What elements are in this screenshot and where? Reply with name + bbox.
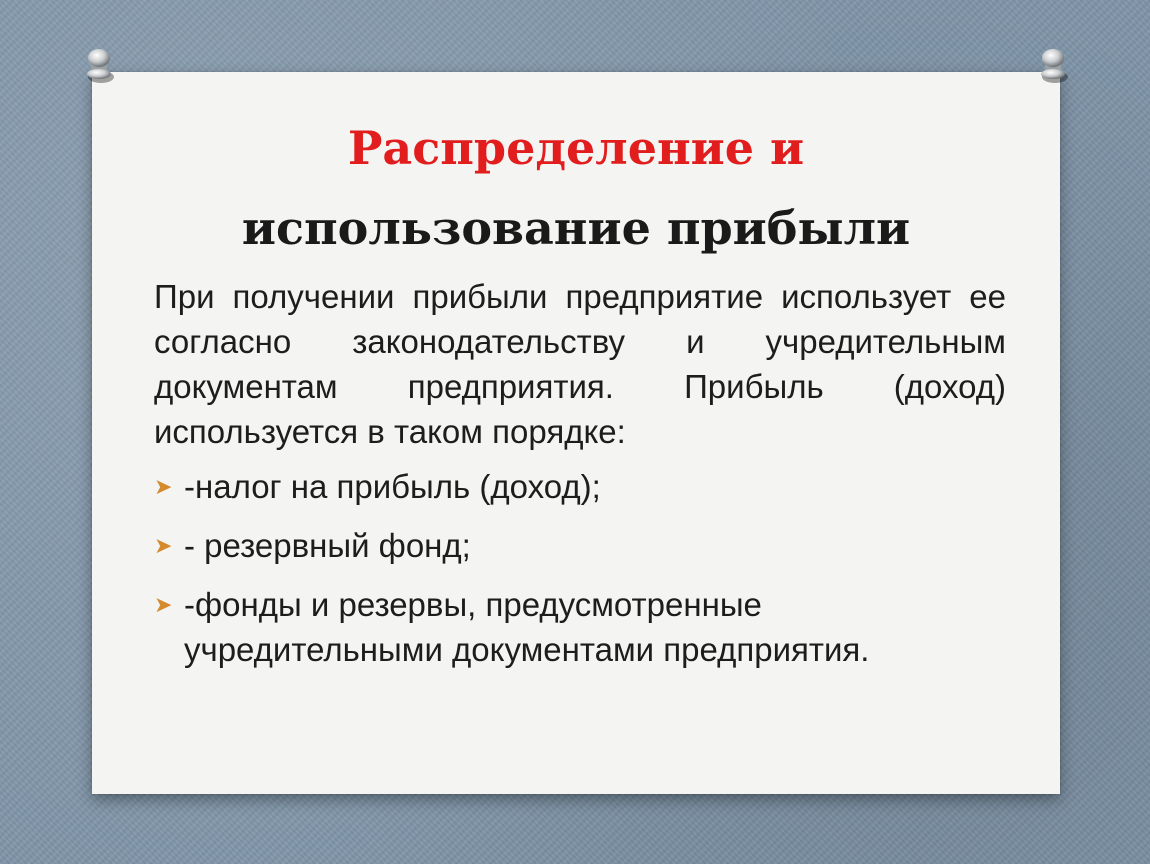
slide-card [92,72,1060,794]
arrowhead-bullet-icon: ➤ [154,592,173,617]
intro-paragraph: При получении прибыли предприятие использует ее согласно законодательству и учредительным документам предприятия. Прибыль (доход) используется в таком порядке: [154,278,1006,450]
bullet-text: -фонды и резервы, предусмотренные учредительными документами предприятия. [184,586,870,668]
bullet-text: - резервный фонд; [184,527,471,564]
pushpin-icon [1030,44,1076,90]
title-line-red: Распределение и [347,121,805,175]
list-item [154,464,1006,509]
bullet-text: -налог на прибыль (доход); [184,468,601,505]
slide-title [92,108,1060,268]
arrowhead-bullet-icon: ➤ [154,474,173,499]
list-item [154,582,1006,672]
title-line-dark: использование прибыли [241,201,911,255]
bullet-list [154,464,1006,672]
list-item [154,523,1006,568]
pushpin-icon [76,44,122,90]
arrowhead-bullet-icon: ➤ [154,533,173,558]
slide-body [154,274,1006,686]
